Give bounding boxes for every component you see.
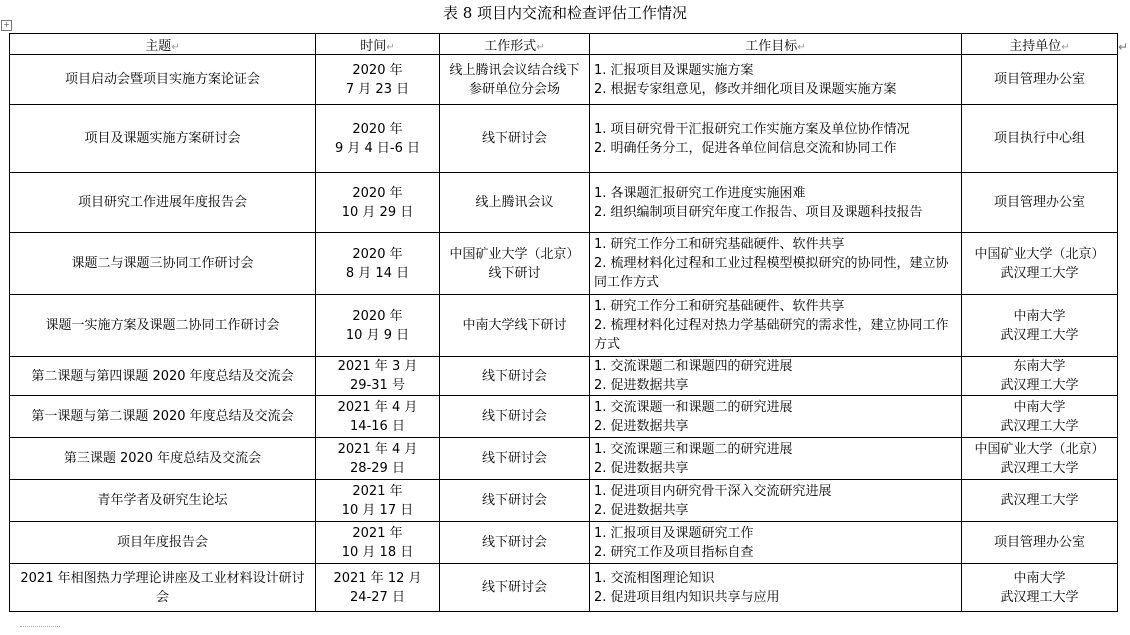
cell-goal-line: 2. 梳理材料化过程和工业过程模型模拟研究的协同性，建立协同工作方式 [594,256,949,290]
cell-goal-line: 2. 促进项目组内知识共享与应用 [594,589,780,605]
cell-goal [590,295,962,357]
cell-host-line: 中国矿业大学（北京） [974,246,1105,262]
header-host: 主持单位↵ [962,34,1118,55]
table-move-handle-icon[interactable]: + [1,20,12,31]
cell-time [316,173,440,233]
cell-host-line: 中南大学 [1013,308,1066,324]
cell-time-line: 14-16 日 [350,418,405,434]
cell-time-line: 2020 年 [352,121,403,137]
cell-host [962,55,1118,105]
cell-goal [590,522,962,564]
cell-host-line: 武汉理工大学 [1000,493,1079,508]
cell-goal-line: 1. 交流相图理论知识 [594,570,715,586]
cell-form: 线下研讨会 [440,438,590,480]
cell-time-line: 2020 年 [352,308,403,324]
header-time: 时间↵ [316,34,440,55]
cell-form: 中南大学线下研讨 [440,295,590,357]
cell-topic: 青年学者及研究生论坛 [10,480,316,522]
cell-goal-line: 2. 明确任务分工，促进各单位间信息交流和协同工作 [594,140,897,156]
table-row [10,438,1118,480]
cell-form: 线上腾讯会议结合线下参研单位分会场 [440,55,590,105]
cell-topic: 项目年度报告会 [10,522,316,564]
cell-goal [590,480,962,522]
cell-time-line: 2021 年 4 月 [337,441,418,457]
cell-host-line: 武汉理工大学 [1000,418,1079,434]
table-body [10,55,1118,612]
cell-time [316,522,440,564]
cell-time [316,564,440,612]
header-topic: 主题↵ [10,34,316,55]
cell-host-line: 项目管理办公室 [993,535,1085,550]
table-row [10,522,1118,564]
cell-time-line: 2021 年 [352,525,403,541]
cell-host [962,357,1118,396]
cell-goal-line: 2. 促进数据共享 [594,460,689,476]
cell-goal-line: 1. 研究工作分工和研究基础硬件、软件共享 [594,237,845,252]
cell-host-line: 中南大学 [1013,570,1066,586]
table-caption: 表 8 项目内交流和检查评估工作情况 [442,4,688,22]
cell-goal-line: 1. 研究工作分工和研究基础硬件、软件共享 [594,299,845,314]
table-row [10,105,1118,173]
cell-host [962,105,1118,173]
cell-goal-line: 2. 组织编制项目研究年度工作报告、项目及课题科技报告 [594,204,923,220]
cell-time-line: 2020 年 [352,185,403,201]
cell-topic: 第二课题与第四课题 2020 年度总结及交流会 [10,357,316,396]
cell-goal [590,357,962,396]
cell-time [316,480,440,522]
table-row [10,173,1118,233]
table-row [10,295,1118,357]
cell-topic: 课题二与课题三协同工作研讨会 [10,233,316,295]
cell-time [316,105,440,173]
cell-goal-line: 2. 梳理材料化过程对热力学基础研究的需求性，建立协同工作方式 [594,318,949,352]
cell-host-line: 项目管理办公室 [993,72,1085,87]
table-row [10,233,1118,295]
cell-time-line: 2021 年 4 月 [337,399,418,415]
table-row [10,396,1118,438]
table-row [10,564,1118,612]
cell-host-line: 项目执行中心组 [993,131,1085,146]
header-form: 工作形式↵ [440,34,590,55]
cell-time-line: 10 月 9 日 [345,327,410,343]
cell-time-line: 9 月 4 日-6 日 [334,140,421,156]
cell-host [962,173,1118,233]
cell-time-line: 10 月 29 日 [341,204,414,220]
cell-topic: 课题一实施方案及课题二协同工作研讨会 [10,295,316,357]
table-row [10,480,1118,522]
cell-form: 线下研讨会 [440,480,590,522]
cell-time [316,295,440,357]
cell-goal [590,438,962,480]
cell-time-line: 10 月 17 日 [341,502,414,518]
cell-time-line: 29-31 号 [350,378,405,393]
cell-goal-line: 1. 促进项目内研究骨干深入交流研究进展 [594,483,832,499]
cell-host-line: 武汉理工大学 [1000,265,1079,281]
cell-goal-line: 1. 汇报项目及课题实施方案 [594,62,754,78]
cell-host [962,522,1118,564]
cell-time-line: 10 月 18 日 [341,544,414,560]
cell-host-line: 武汉理工大学 [1000,327,1079,343]
row-resize-icon[interactable]: ↵ [1118,40,1129,54]
cell-goal-line: 1. 汇报项目及课题研究工作 [594,525,754,541]
cell-topic: 项目研究工作进展年度报告会 [10,173,316,233]
cell-time [316,357,440,396]
cell-goal [590,396,962,438]
cell-time-line: 24-27 日 [350,589,405,605]
cell-time-line: 7 月 23 日 [345,81,410,97]
cell-goal-line: 2. 促进数据共享 [594,378,689,393]
work-table [9,33,1118,612]
header-goal: 工作目标↵ [590,34,962,55]
cell-time-line: 2021 年 [352,483,403,499]
cell-goal [590,233,962,295]
cell-form: 线下研讨会 [440,522,590,564]
cell-host [962,233,1118,295]
cell-topic: 第一课题与第二课题 2020 年度总结及交流会 [10,396,316,438]
cell-time-line: 8 月 14 日 [345,265,410,281]
cell-time [316,396,440,438]
cell-form: 线下研讨会 [440,396,590,438]
cell-time-line: 2021 年 3 月 [337,359,418,374]
cell-goal [590,564,962,612]
header-row [10,34,1118,55]
cell-goal-line: 1. 交流课题三和课题二的研究进展 [594,441,793,457]
cell-host-line: 东南大学 [1013,359,1066,374]
cell-goal [590,105,962,173]
table-row [10,357,1118,396]
cell-goal-line: 1. 交流课题二和课题四的研究进展 [594,359,793,374]
cell-time-line: 28-29 日 [350,460,405,476]
cell-goal-line: 2. 根据专家组意见，修改并细化项目及课题实施方案 [594,81,897,97]
cell-goal [590,55,962,105]
cell-time-line: 2020 年 [352,62,403,78]
cell-host [962,480,1118,522]
cell-goal-line: 1. 交流课题一和课题二的研究进展 [594,399,793,415]
cell-host-line: 武汉理工大学 [1000,589,1079,605]
cell-form: 线下研讨会 [440,105,590,173]
cell-host-line: 武汉理工大学 [1000,378,1079,393]
cell-goal-line: 2. 研究工作及项目指标自查 [594,544,754,560]
cell-form: 线上腾讯会议 [440,173,590,233]
cell-time-line: 2021 年 12 月 [333,570,422,586]
cell-host [962,438,1118,480]
cell-form: 线下研讨会 [440,357,590,396]
cell-topic: 项目启动会暨项目实施方案论证会 [10,55,316,105]
cell-topic: 项目及课题实施方案研讨会 [10,105,316,173]
cell-time [316,438,440,480]
cell-goal-line: 2. 促进数据共享 [594,418,689,434]
cell-host-line: 中国矿业大学（北京） [974,441,1105,457]
cell-host-line: 武汉理工大学 [1000,460,1079,476]
cell-host-line: 项目管理办公室 [993,195,1085,210]
cell-goal [590,173,962,233]
cell-goal-line: 2. 促进数据共享 [594,502,689,518]
cell-goal-line: 1. 各课题汇报研究工作进度实施困难 [594,185,806,201]
cell-host-line: 中南大学 [1013,399,1066,415]
cell-time [316,55,440,105]
cell-time-line: 2020 年 [352,246,403,262]
cell-host [962,564,1118,612]
page-end-mark [20,626,60,629]
cell-form: 中国矿业大学（北京）线下研讨 [440,233,590,295]
cell-form: 线下研讨会 [440,564,590,612]
table-row [10,55,1118,105]
cell-topic: 2021 年相图热力学理论讲座及工业材料设计研讨会 [10,564,316,612]
cell-goal-line: 1. 项目研究骨干汇报研究工作实施方案及单位协作情况 [594,121,910,137]
cell-host [962,396,1118,438]
cell-host [962,295,1118,357]
cell-topic: 第三课题 2020 年度总结及交流会 [10,438,316,480]
cell-time [316,233,440,295]
